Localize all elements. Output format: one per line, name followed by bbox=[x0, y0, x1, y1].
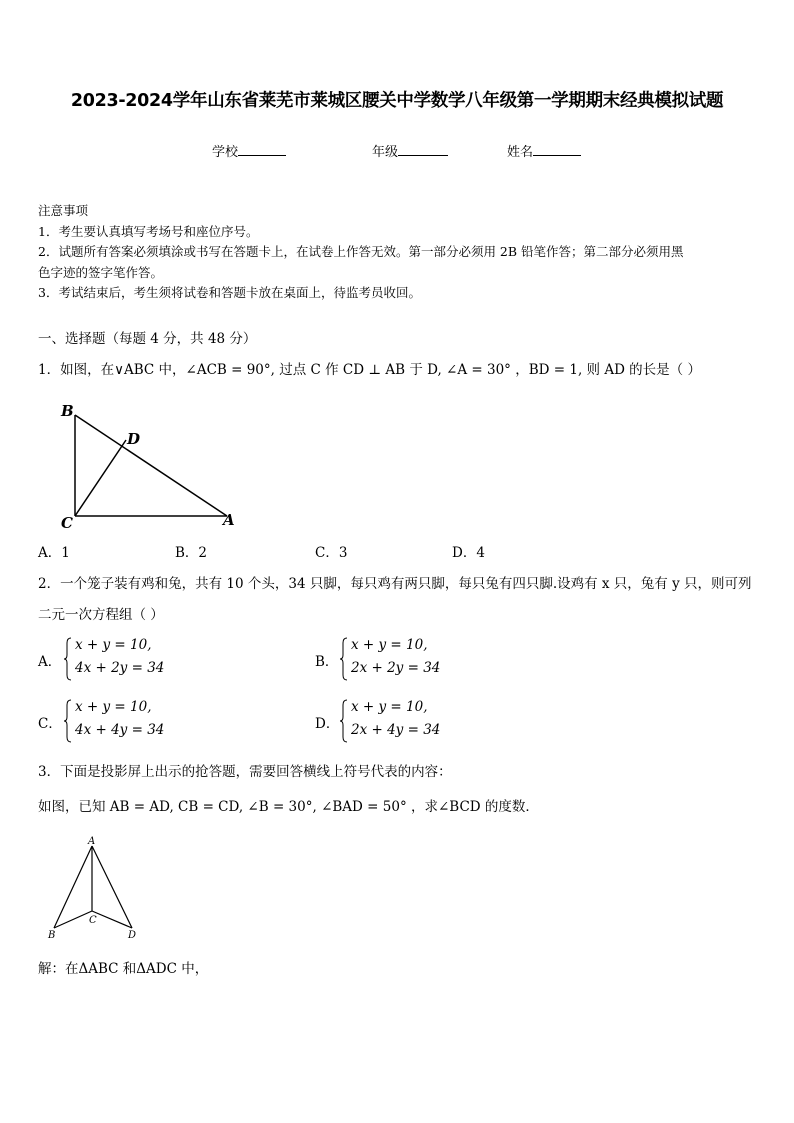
q1-option-c[interactable]: C．3 bbox=[315, 545, 348, 561]
page-title: 2023-2024学年山东省莱芜市莱城区腰关中学数学八年级第一学期期末经典模拟试题 bbox=[70, 91, 724, 111]
q2-option-a[interactable] bbox=[38, 650, 61, 670]
brace-icon bbox=[340, 699, 348, 743]
section-heading: 一、选择题（每题 4 分，共 48 分） bbox=[38, 331, 257, 347]
q1-text: 1．如图，在∨ABC 中，∠ACB = 90°, 过点 C 作 CD ⊥ AB 于 D, ∠A = 30° ，BD = 1, 则 AD 的长是（ ） bbox=[38, 362, 701, 378]
q2-option-b-label: B． bbox=[315, 654, 339, 670]
q3-side-ab bbox=[54, 846, 92, 928]
q1-label-c: C bbox=[61, 514, 73, 532]
q1-option-d[interactable]: D．4 bbox=[452, 545, 485, 561]
q3-text-line2: 如图，已知 AB = AD, CB = CD, ∠B = 30°, ∠BAD = 50° ，求∠BCD 的度数． bbox=[38, 799, 539, 815]
q2-option-c-label: C． bbox=[38, 716, 62, 732]
q1-label-a: A bbox=[223, 511, 235, 529]
q1-label-d: D bbox=[127, 430, 141, 448]
grade-label: 年级 bbox=[372, 145, 399, 160]
q2-option-a-label: A． bbox=[38, 654, 62, 670]
q2-a-eq2: 4x + 2y = 34 bbox=[75, 660, 165, 676]
q1-label-b: B bbox=[61, 402, 74, 420]
q3-text-line1: 3．下面是投影屏上出示的抢答题，需要回答横线上符号代表的内容： bbox=[38, 764, 452, 780]
q2-c-eq2: 4x + 4y = 34 bbox=[75, 722, 165, 738]
grade-field bbox=[372, 141, 448, 160]
school-blank[interactable] bbox=[238, 143, 286, 156]
q3-label-b: B bbox=[48, 930, 56, 941]
name-label: 姓名 bbox=[507, 145, 534, 160]
q2-option-b[interactable] bbox=[315, 650, 338, 670]
q2-system-d bbox=[340, 699, 460, 745]
q2-system-b bbox=[340, 637, 460, 683]
q3-segment-bc bbox=[54, 911, 92, 928]
q2-system-c bbox=[64, 699, 184, 745]
q2-a-eq1: x + y = 10, bbox=[75, 637, 152, 653]
q3-label-d: D bbox=[128, 930, 137, 941]
note-line-3: 色字迹的签字笔作答。 bbox=[38, 264, 164, 280]
q2-d-eq2: 2x + 4y = 34 bbox=[351, 722, 441, 738]
q2-b-eq1: x + y = 10, bbox=[351, 637, 428, 653]
q2-text-line1: 2．一个笼子装有鸡和兔，共有 10 个头，34 只脚，每只鸡有两只脚，每只兔有四只脚.设鸡有 x 只，兔有 y 只，则可列 bbox=[38, 576, 752, 592]
q2-option-d[interactable] bbox=[315, 712, 339, 732]
school-field bbox=[212, 141, 286, 160]
grade-blank[interactable] bbox=[398, 143, 448, 156]
q1-option-a[interactable]: A．1 bbox=[38, 545, 70, 561]
brace-icon bbox=[64, 699, 72, 743]
q3-label-a: A bbox=[88, 836, 96, 847]
name-field bbox=[507, 141, 581, 160]
q2-c-eq1: x + y = 10, bbox=[75, 699, 152, 715]
q1-figure bbox=[55, 398, 245, 533]
note-line-4: 3．考试结束后，考生须将试卷和答题卡放在桌面上，待监考员收回。 bbox=[38, 285, 421, 300]
q1-option-b[interactable]: B．2 bbox=[175, 545, 208, 561]
brace-icon bbox=[340, 637, 348, 681]
q3-segment-cd bbox=[92, 911, 132, 928]
q2-b-eq2: 2x + 2y = 34 bbox=[351, 660, 441, 676]
brace-icon bbox=[64, 637, 72, 681]
school-label: 学校 bbox=[212, 145, 239, 160]
q3-figure bbox=[40, 834, 150, 944]
q1-side-ba bbox=[75, 415, 227, 516]
notes-heading: 注意事项 bbox=[38, 203, 89, 218]
q1-segment-cd bbox=[75, 440, 126, 516]
name-blank[interactable] bbox=[533, 143, 581, 156]
note-line-1: 1．考生要认真填写考场号和座位序号。 bbox=[38, 223, 259, 239]
q2-text-line2: 二元一次方程组（ ） bbox=[38, 607, 164, 623]
note-line-2: 2．试题所有答案必须填涂或书写在答题卡上，在试卷上作答无效。第一部分必须用 2B 铅笔作答；第二部分必须用黑 bbox=[38, 244, 684, 259]
q3-side-ad bbox=[92, 846, 132, 928]
notes-block bbox=[38, 201, 684, 304]
q2-system-a bbox=[64, 637, 184, 683]
q2-option-d-label: D． bbox=[315, 716, 340, 732]
q3-label-c: C bbox=[89, 915, 97, 926]
q2-option-c[interactable] bbox=[38, 712, 62, 732]
q2-d-eq1: x + y = 10, bbox=[351, 699, 428, 715]
q3-solution: 解：在ΔABC 和ΔADC 中， bbox=[38, 961, 209, 977]
